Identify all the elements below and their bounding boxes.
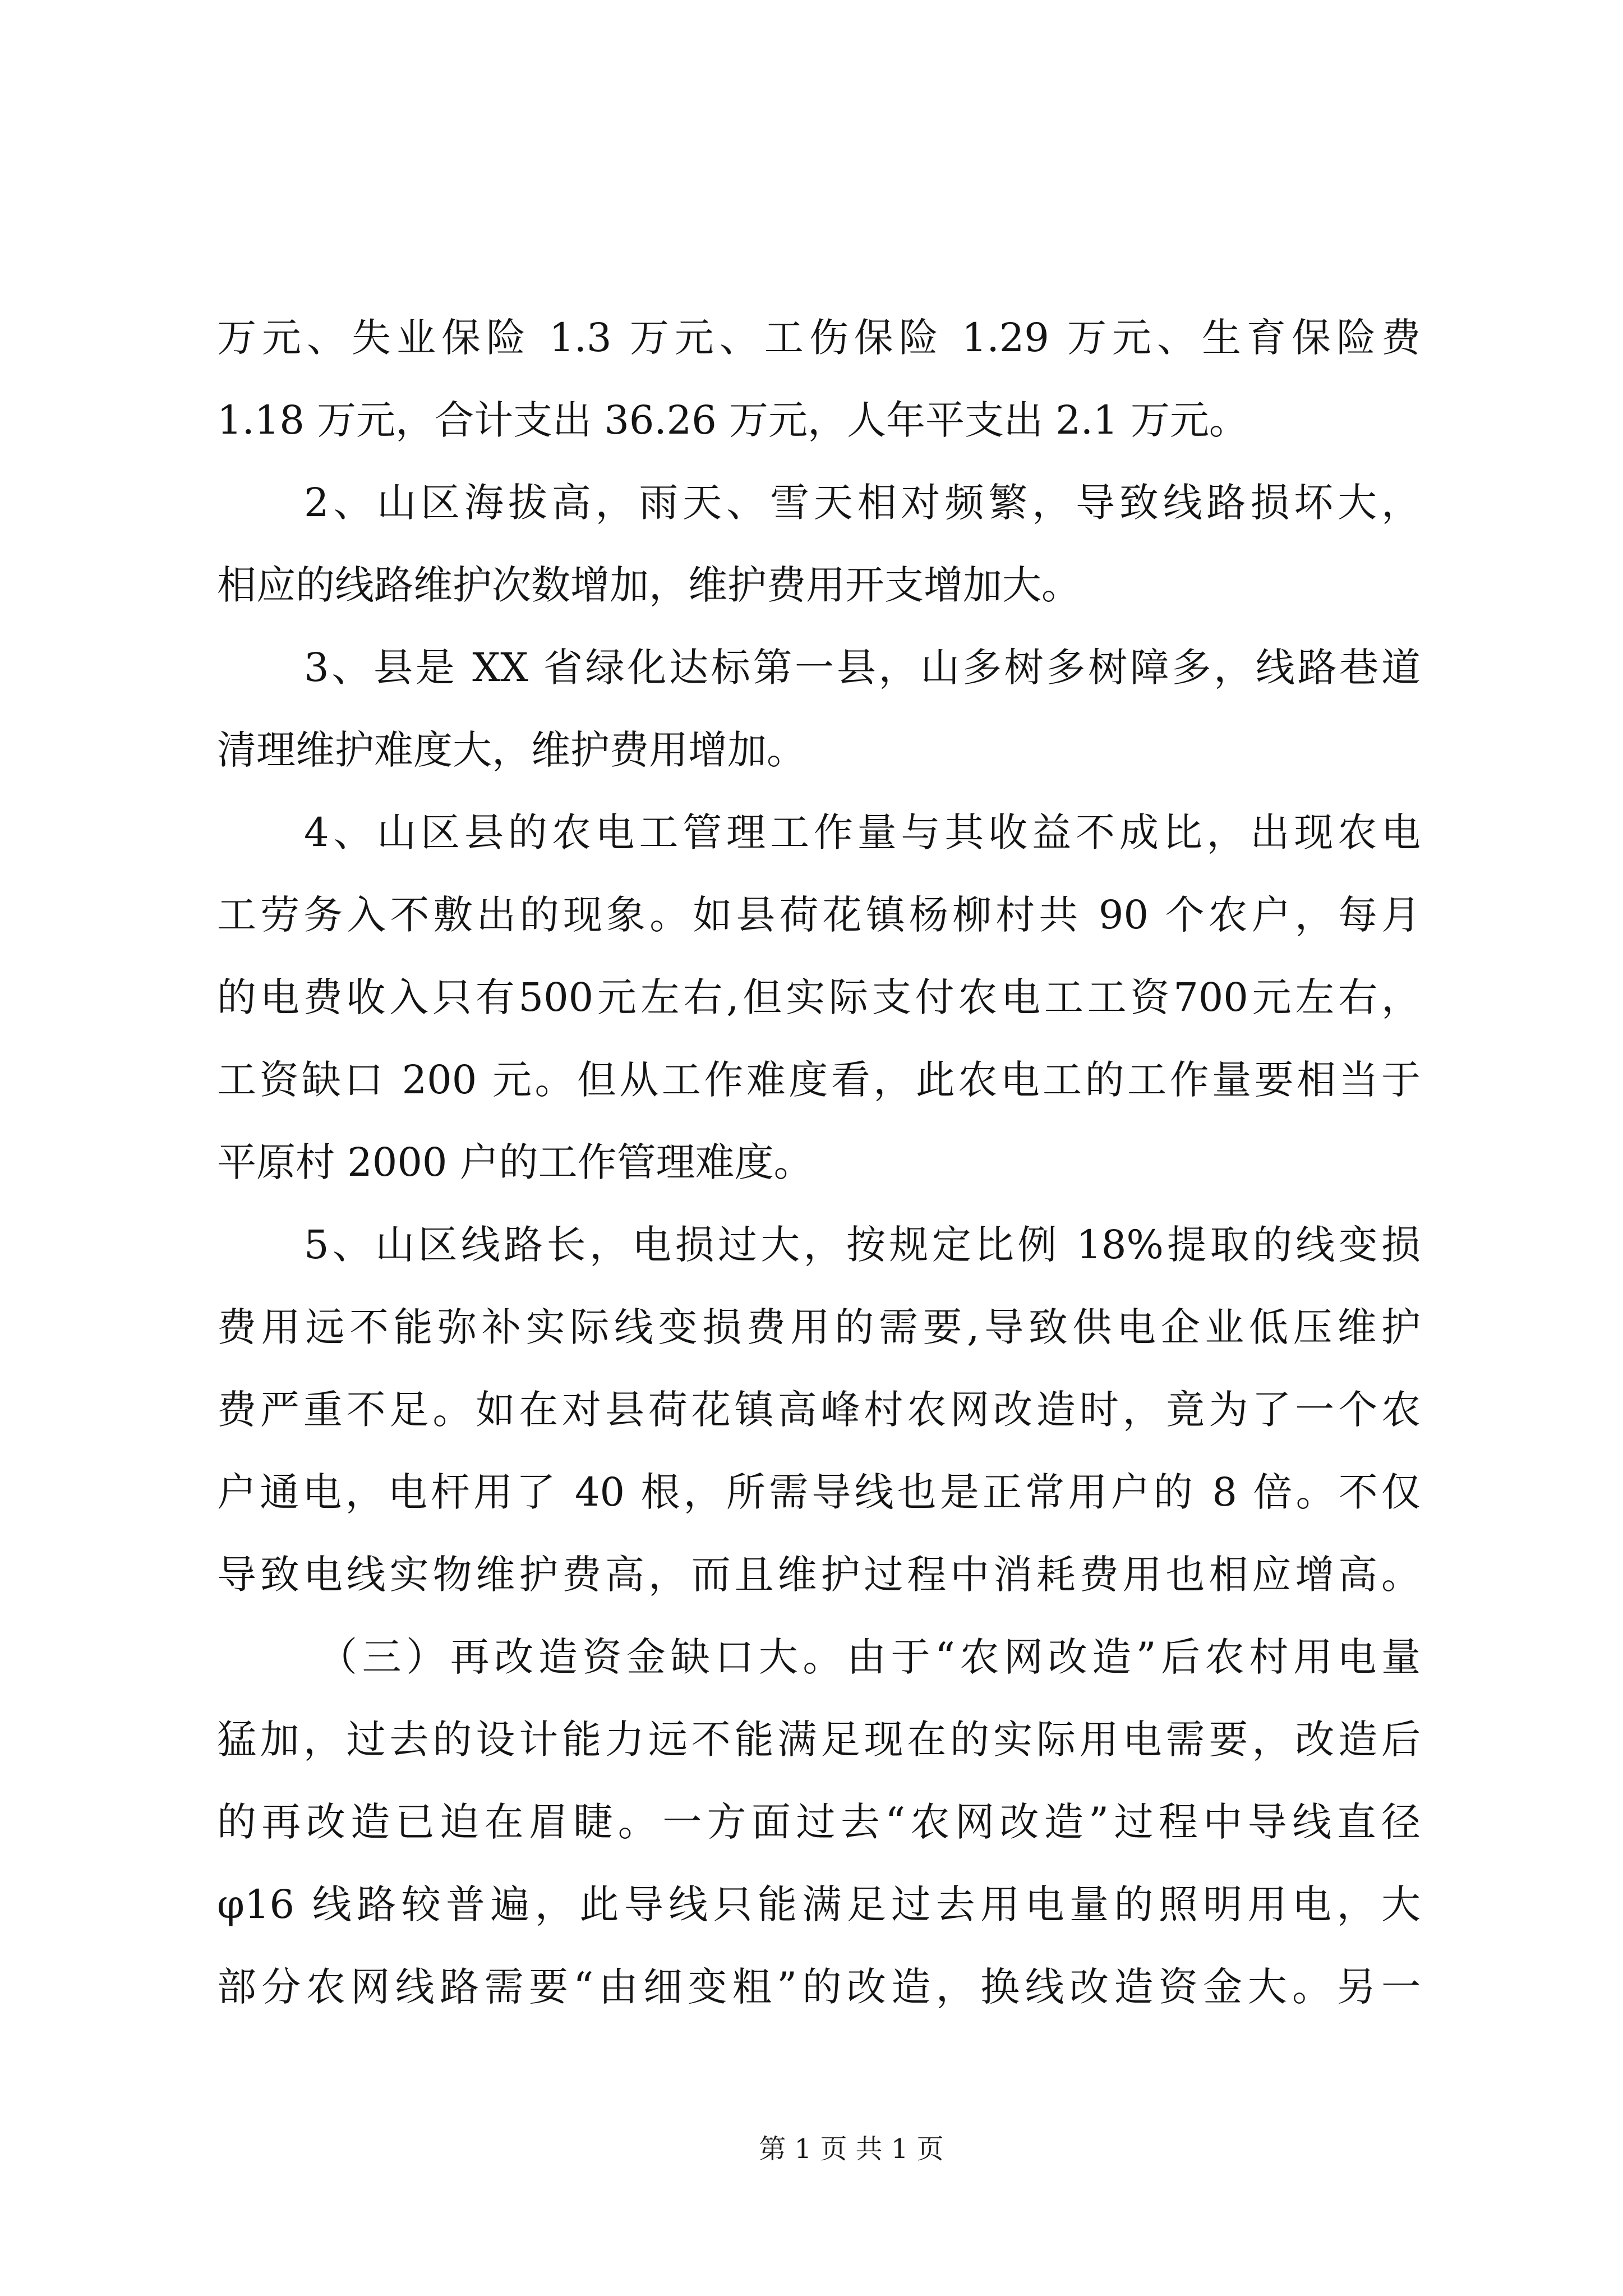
text-line: 的再改造已迫在眉睫。一方面过去“农网改造”过程中导线直径 <box>217 1799 1421 1845</box>
text-line: 1.18 万元，合计支出 36.26 万元，人年平支出 2.1 万元。 <box>217 397 1248 443</box>
text-line: 清理维护难度大，维护费用增加。 <box>217 727 806 773</box>
document-body <box>217 297 1421 2028</box>
text-line: 导致电线实物维护费高，而且维护过程中消耗费用也相应增高。 <box>217 1552 1421 1598</box>
text-line: 部分农网线路需要“由细变粗”的改造，换线改造资金大。另一 <box>217 1964 1421 2010</box>
page-footer <box>739 2129 963 2169</box>
paragraph <box>217 297 1421 462</box>
text-line: 费用远不能弥补实际线变损费用的需要,导致供电企业低压维护 <box>217 1304 1421 1350</box>
text-line: （三）再改造资金缺口大。由于“农网改造”后农村用电量 <box>318 1634 1421 1680</box>
text-line: 猛加，过去的设计能力远不能满足现在的实际用电需要，改造后 <box>217 1717 1421 1763</box>
text-line: 工劳务入不敷出的现象。如县荷花镇杨柳村共 90 个农户，每月 <box>217 892 1421 938</box>
text-line: 5、山区线路长，电损过大，按规定比例 18%提取的线变损 <box>304 1222 1421 1268</box>
page-number-label: 第 1 页 共 1 页 <box>759 2133 944 2165</box>
text-line: 平原村 2000 户的工作管理难度。 <box>217 1139 813 1185</box>
paragraph <box>217 1204 1421 1616</box>
text-line: 3、县是 XX 省绿化达标第一县，山多树多树障多，线路巷道 <box>304 645 1421 691</box>
text-line: 4、山区县的农电工管理工作量与其收益不成比，出现农电 <box>304 809 1421 855</box>
paragraph <box>217 462 1421 627</box>
text-line: 相应的线路维护次数增加，维护费用开支增加大。 <box>217 562 1081 608</box>
text-line: 户通电，电杆用了 40 根，所需导线也是正常用户的 8 倍。不仅 <box>217 1469 1421 1515</box>
paragraph <box>217 1616 1421 2028</box>
text-line: 工资缺口 200 元。但从工作难度看，此农电工的工作量要相当于 <box>217 1057 1421 1103</box>
text-line: 2、山区海拔高，雨天、雪天相对频繁，导致线路损坏大， <box>304 480 1421 526</box>
paragraph <box>217 627 1421 792</box>
text-line: 万元、失业保险 1.3 万元、工伤保险 1.29 万元、生育保险费 <box>217 315 1421 361</box>
paragraph <box>217 792 1421 1204</box>
text-line: 费严重不足。如在对县荷花镇高峰村农网改造时，竟为了一个农 <box>217 1387 1421 1433</box>
text-line: 的电费收入只有500元左右,但实际支付农电工工资700元左右， <box>217 974 1421 1020</box>
text-line: φ16 线路较普遍，此导线只能满足过去用电量的照明用电，大 <box>217 1881 1421 1927</box>
